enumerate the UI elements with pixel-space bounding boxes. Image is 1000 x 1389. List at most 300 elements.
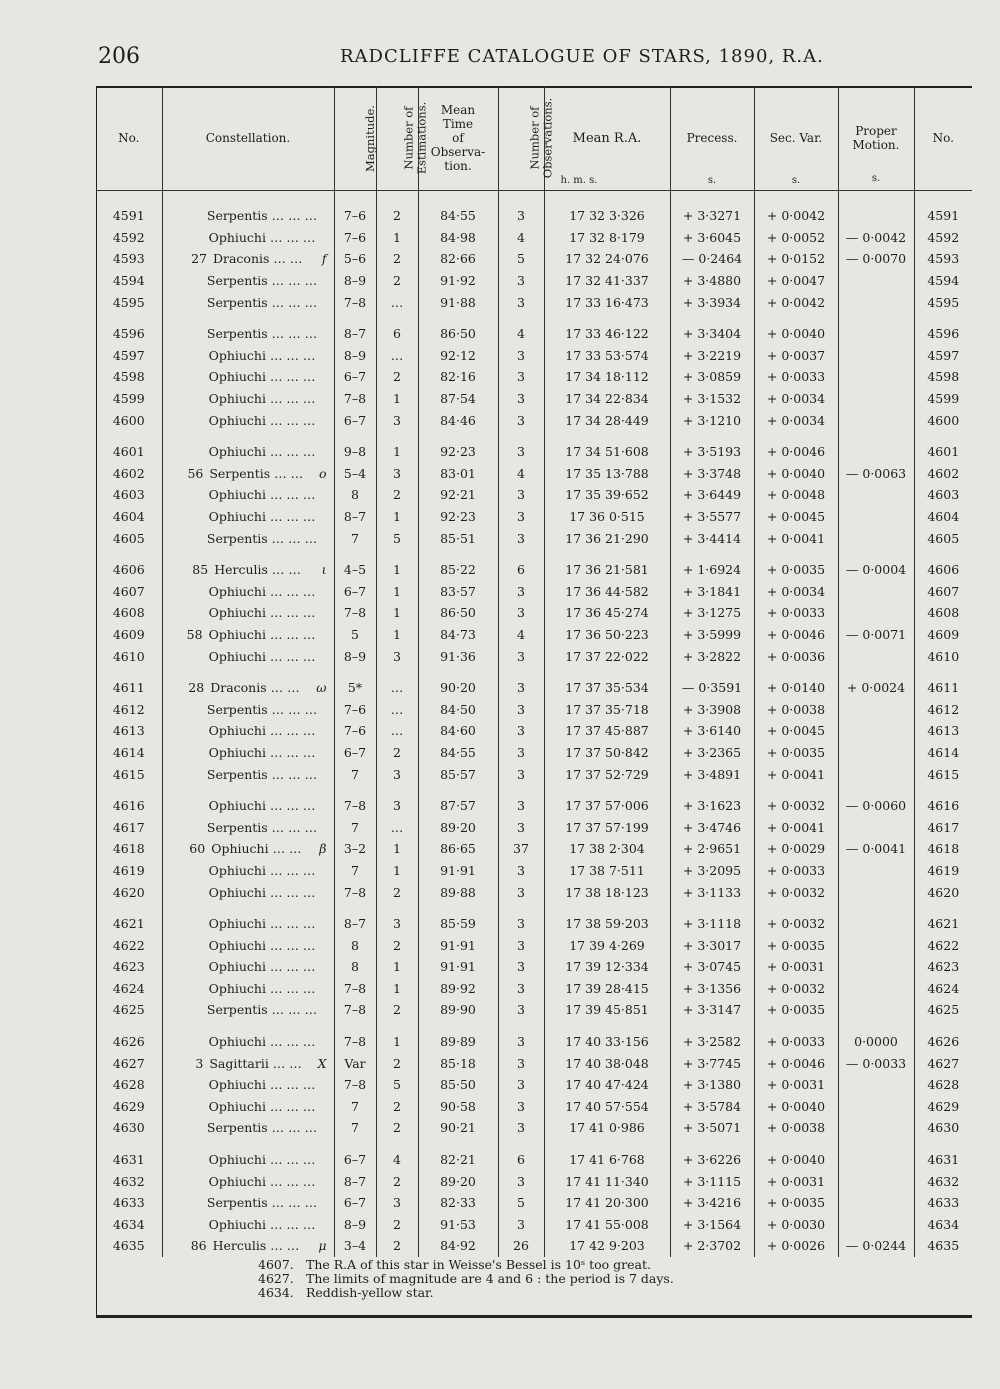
proper-motion-cell — [838, 978, 914, 1000]
header-row — [96, 86, 972, 191]
constellation-name: Serpentis … … … — [206, 208, 318, 224]
magnitude-cell: 8 — [334, 956, 376, 978]
mean-ra-cell: 17 38 18·123 — [544, 881, 670, 903]
constellation-cell — [162, 978, 334, 1000]
gap-cell — [670, 1021, 754, 1031]
precession-cell: + 3·1564 — [670, 1214, 754, 1236]
table-row — [96, 1192, 972, 1214]
proper-motion-cell — [838, 913, 914, 935]
secular-variation-cell: + 0·0026 — [754, 1235, 838, 1257]
gap-cell — [334, 313, 376, 323]
mean-ra-cell: 17 39 4·269 — [544, 934, 670, 956]
gap-cell — [334, 667, 376, 677]
mean-time-cell: 91·91 — [418, 956, 498, 978]
magnitude-cell: 7–8 — [334, 291, 376, 313]
mean-time-cell: 82·21 — [418, 1149, 498, 1171]
constellation-name: Herculis … … — [212, 1238, 300, 1254]
star-number-cell: 4632 — [96, 1170, 162, 1192]
mean-ra-cell: 17 42 9·203 — [544, 1235, 670, 1257]
star-number-right-cell: 4614 — [927, 744, 960, 760]
gap-cell — [162, 1139, 334, 1149]
mean-time-cell: 91·36 — [418, 645, 498, 667]
star-number-right-cell: 4604 — [927, 509, 960, 525]
proper-motion-cell: + 0·0024 — [838, 677, 914, 699]
estimations-cell: … — [376, 345, 418, 367]
estimations-cell: 5 — [376, 1074, 418, 1096]
star-number-right-cell: 4591 — [927, 208, 960, 224]
star-number-cell: 4603 — [96, 484, 162, 506]
precession-cell: + 3·1356 — [670, 978, 754, 1000]
mean-ra-cell: 17 37 35·534 — [544, 677, 670, 699]
mean-ra-cell: 17 39 12·334 — [544, 956, 670, 978]
gap-cell — [418, 1139, 498, 1149]
magnitude-cell: 6–7 — [334, 581, 376, 603]
precession-cell: + 3·3147 — [670, 999, 754, 1021]
magnitude-cell: Var — [334, 1052, 376, 1074]
secular-variation-cell: + 0·0048 — [754, 484, 838, 506]
magnitude-cell: 7 — [334, 860, 376, 882]
constellation-cell — [162, 720, 334, 742]
precession-cell: + 3·3908 — [670, 698, 754, 720]
precession-cell: + 3·6045 — [670, 227, 754, 249]
precession-cell: + 3·5193 — [670, 441, 754, 463]
mean-ra-cell: 17 37 35·718 — [544, 698, 670, 720]
star-number-cell: 4611 — [96, 677, 162, 699]
secular-variation-cell: + 0·0041 — [754, 763, 838, 785]
star-number-right-cell: 4617 — [927, 819, 960, 835]
constellation-cell — [162, 1074, 334, 1096]
gap-cell — [670, 667, 754, 677]
mean-time-cell: 84·55 — [418, 742, 498, 764]
proper-motion-cell — [838, 763, 914, 785]
observations-cell: 4 — [498, 227, 544, 249]
observations-cell: 4 — [498, 463, 544, 485]
mean-ra-cell: 17 39 45·851 — [544, 999, 670, 1021]
star-number-cell: 4628 — [96, 1074, 162, 1096]
mean-time-cell: 84·73 — [418, 624, 498, 646]
gap-cell — [96, 903, 162, 913]
magnitude-cell: 7 — [334, 1117, 376, 1139]
constellation-cell — [162, 323, 334, 345]
table-row — [96, 956, 972, 978]
mean-ra-cell: 17 33 16·473 — [544, 291, 670, 313]
proper-motion-cell — [838, 409, 914, 431]
star-number-cell: 4616 — [96, 795, 162, 817]
estimations-cell: 2 — [376, 191, 418, 227]
gap-cell — [838, 431, 914, 441]
star-number-right-cell: 4631 — [927, 1152, 960, 1168]
magnitude-cell: 8–9 — [334, 645, 376, 667]
star-number-cell: 4608 — [96, 602, 162, 624]
star-number-right-cell: 4608 — [927, 605, 960, 621]
precession-cell: + 3·1275 — [670, 602, 754, 624]
proper-motion-cell — [838, 441, 914, 463]
star-number-right-cell: 4611 — [927, 680, 960, 696]
table-row — [96, 559, 972, 581]
mean-ra-cell: 17 41 20·300 — [544, 1192, 670, 1214]
table-row — [96, 698, 972, 720]
group-gap — [96, 785, 972, 795]
gap-cell — [838, 785, 914, 795]
mean-ra-cell: 17 34 28·449 — [544, 409, 670, 431]
mean-ra-cell: 17 35 13·788 — [544, 463, 670, 485]
gap-cell — [498, 313, 544, 323]
magnitude-cell: 8–7 — [334, 323, 376, 345]
mean-time-cell: 86·65 — [418, 838, 498, 860]
estimations-cell: 1 — [376, 581, 418, 603]
secular-variation-cell: + 0·0046 — [754, 441, 838, 463]
gap-cell — [914, 1021, 972, 1031]
proper-motion-cell — [838, 602, 914, 624]
mean-time-cell: 89·20 — [418, 816, 498, 838]
star-number-right-cell: 4594 — [927, 273, 960, 289]
observations-cell: 5 — [498, 1192, 544, 1214]
magnitude-cell: 7 — [334, 816, 376, 838]
magnitude-cell: 8–7 — [334, 1170, 376, 1192]
secular-variation-cell: + 0·0041 — [754, 527, 838, 549]
secular-variation-cell: + 0·0040 — [754, 1096, 838, 1118]
table-row — [96, 934, 972, 956]
constellation-cell — [162, 527, 334, 549]
constellation-cell — [162, 1192, 334, 1214]
table-row — [96, 1096, 972, 1118]
table-row — [96, 506, 972, 528]
mean-time-cell: 92·12 — [418, 345, 498, 367]
constellation-name: Ophiuchi … … … — [208, 1173, 316, 1189]
mean-time-cell: 84·50 — [418, 698, 498, 720]
group-gap — [96, 549, 972, 559]
secular-variation-cell: + 0·0035 — [754, 559, 838, 581]
magnitude-cell: 8–7 — [334, 913, 376, 935]
star-number-cell: 4629 — [96, 1096, 162, 1118]
estimations-cell: 2 — [376, 484, 418, 506]
star-number-right-cell: 4622 — [927, 937, 960, 953]
star-number-right-cell: 4601 — [927, 444, 960, 460]
mean-ra-cell: 17 38 7·511 — [544, 860, 670, 882]
precession-cell: + 3·1841 — [670, 581, 754, 603]
observations-cell: 3 — [498, 645, 544, 667]
star-number-cell: 4619 — [96, 860, 162, 882]
magnitude-cell: 5* — [334, 677, 376, 699]
proper-motion-cell: — 0·0060 — [838, 795, 914, 817]
table-row — [96, 677, 972, 699]
star-number-cell: 4634 — [96, 1214, 162, 1236]
secular-variation-cell: + 0·0035 — [754, 1192, 838, 1214]
observations-cell: 3 — [498, 602, 544, 624]
precession-cell: + 3·1380 — [670, 1074, 754, 1096]
gap-cell — [838, 667, 914, 677]
star-number-right-cell: 4606 — [927, 562, 960, 578]
constellation-name: Serpentis … … … — [206, 766, 318, 782]
precession-cell: + 3·3934 — [670, 291, 754, 313]
precession-cell: + 3·4891 — [670, 763, 754, 785]
mean-time-cell: 84·60 — [418, 720, 498, 742]
secular-variation-cell: + 0·0035 — [754, 742, 838, 764]
star-number-right-cell: 4621 — [927, 916, 960, 932]
constellation-cell — [162, 484, 334, 506]
mean-time-cell: 90·21 — [418, 1117, 498, 1139]
star-number-cell: 4631 — [96, 1149, 162, 1171]
star-number-cell: 4606 — [96, 559, 162, 581]
table-row — [96, 1052, 972, 1074]
gap-cell — [376, 1139, 418, 1149]
star-number-cell: 4592 — [96, 227, 162, 249]
observations-cell: 3 — [498, 388, 544, 410]
magnitude-cell: 8–9 — [334, 270, 376, 292]
table-row — [96, 881, 972, 903]
magnitude-cell: 7–8 — [334, 1074, 376, 1096]
precession-cell: + 3·1118 — [670, 913, 754, 935]
flamsteed-number: 85 — [192, 562, 209, 578]
secular-variation-cell: + 0·0040 — [754, 463, 838, 485]
secular-variation-cell: + 0·0042 — [754, 291, 838, 313]
gap-cell — [418, 1021, 498, 1031]
gap-cell — [670, 549, 754, 559]
star-number-right-cell: 4612 — [927, 701, 960, 717]
estimations-cell: 5 — [376, 527, 418, 549]
mean-time-cell: 91·92 — [418, 270, 498, 292]
mean-time-cell: 85·50 — [418, 1074, 498, 1096]
header-magnitude: Magnitude. — [334, 86, 376, 191]
mean-ra-cell: 17 33 46·122 — [544, 323, 670, 345]
table-row — [96, 581, 972, 603]
constellation-name: Ophiuchi … … … — [208, 626, 316, 642]
estimations-cell: 2 — [376, 1052, 418, 1074]
gap-cell — [754, 549, 838, 559]
header-mean-ra-units: h. m. s. — [560, 175, 598, 186]
star-number-right-cell: 4599 — [927, 391, 960, 407]
secular-variation-cell: + 0·0034 — [754, 388, 838, 410]
bayer-letter: ι — [321, 562, 327, 578]
constellation-name: Ophiuchi … … … — [208, 444, 316, 460]
observations-cell: 3 — [498, 191, 544, 227]
header-precess-unit: s. — [707, 175, 717, 186]
precession-cell: + 3·6449 — [670, 484, 754, 506]
header-observations: Number of Observations. — [498, 86, 544, 191]
star-number-right-cell: 4607 — [927, 583, 960, 599]
constellation-name: Serpentis … … … — [206, 1002, 318, 1018]
gap-cell — [498, 1021, 544, 1031]
group-gap — [96, 667, 972, 677]
secular-variation-cell: + 0·0038 — [754, 1117, 838, 1139]
precession-cell: + 3·1623 — [670, 795, 754, 817]
constellation-name: Serpentis … … … — [206, 530, 318, 546]
gap-cell — [96, 785, 162, 795]
star-number-right-cell: 4600 — [927, 412, 960, 428]
mean-ra-cell: 17 33 53·574 — [544, 345, 670, 367]
star-number-right-cell: 4616 — [927, 798, 960, 814]
gap-cell — [162, 313, 334, 323]
star-number-cell: 4609 — [96, 624, 162, 646]
gap-cell — [418, 903, 498, 913]
secular-variation-cell: + 0·0034 — [754, 581, 838, 603]
constellation-cell — [162, 645, 334, 667]
observations-cell: 3 — [498, 677, 544, 699]
bayer-letter: β — [319, 841, 327, 857]
star-number-right-cell: 4634 — [927, 1216, 960, 1232]
gap-cell — [334, 549, 376, 559]
mean-ra-cell: 17 35 39·652 — [544, 484, 670, 506]
proper-motion-cell — [838, 191, 914, 227]
precession-cell: + 3·2365 — [670, 742, 754, 764]
gap-cell — [376, 667, 418, 677]
table-row — [96, 763, 972, 785]
constellation-name: Ophiuchi … … … — [208, 347, 316, 363]
secular-variation-cell: + 0·0152 — [754, 248, 838, 270]
observations-cell: 3 — [498, 1031, 544, 1053]
star-number-right-cell: 4603 — [927, 487, 960, 503]
estimations-cell: 1 — [376, 388, 418, 410]
star-number-cell: 4594 — [96, 270, 162, 292]
mean-ra-cell: 17 37 22·022 — [544, 645, 670, 667]
observations-cell: 3 — [498, 1117, 544, 1139]
constellation-cell — [162, 795, 334, 817]
precession-cell: + 3·4216 — [670, 1192, 754, 1214]
gap-cell — [838, 1021, 914, 1031]
constellation-name: Ophiuchi … … … — [208, 744, 316, 760]
mean-time-cell: 83·01 — [418, 463, 498, 485]
constellation-name: Serpentis … … … — [206, 701, 318, 717]
gap-cell — [670, 903, 754, 913]
observations-cell: 26 — [498, 1235, 544, 1257]
secular-variation-cell: + 0·0033 — [754, 860, 838, 882]
constellation-cell — [162, 934, 334, 956]
secular-variation-cell: + 0·0047 — [754, 270, 838, 292]
constellation-name: Ophiuchi … … … — [208, 1152, 316, 1168]
estimations-cell: 2 — [376, 934, 418, 956]
gap-cell — [162, 1021, 334, 1031]
proper-motion-cell — [838, 860, 914, 882]
magnitude-cell: 7–6 — [334, 698, 376, 720]
constellation-name: Ophiuchi … … … — [208, 959, 316, 975]
constellation-name: Ophiuchi … … … — [208, 980, 316, 996]
proper-motion-cell — [838, 999, 914, 1021]
constellation-cell — [162, 742, 334, 764]
proper-motion-cell: — 0·0004 — [838, 559, 914, 581]
constellation-name: Serpentis … … … — [206, 273, 318, 289]
gap-cell — [334, 785, 376, 795]
proper-motion-cell: 0·0000 — [838, 1031, 914, 1053]
magnitude-cell: 6–7 — [334, 742, 376, 764]
table-row — [96, 366, 972, 388]
magnitude-cell: 7–8 — [334, 1031, 376, 1053]
gap-cell — [418, 431, 498, 441]
gap-cell — [838, 903, 914, 913]
gap-cell — [544, 785, 670, 795]
magnitude-cell: 6–7 — [334, 1192, 376, 1214]
table-row — [96, 1170, 972, 1192]
mean-ra-cell: 17 36 0·515 — [544, 506, 670, 528]
gap-cell — [544, 313, 670, 323]
table-row — [96, 1235, 972, 1257]
gap-cell — [670, 431, 754, 441]
star-number-cell: 4597 — [96, 345, 162, 367]
mean-ra-cell: 17 40 33·156 — [544, 1031, 670, 1053]
proper-motion-cell — [838, 1074, 914, 1096]
magnitude-cell: 8–9 — [334, 345, 376, 367]
constellation-name: Ophiuchi … … … — [208, 798, 316, 814]
mean-time-cell: 89·90 — [418, 999, 498, 1021]
mean-ra-cell: 17 40 47·424 — [544, 1074, 670, 1096]
gap-cell — [544, 1021, 670, 1031]
constellation-name: Serpentis … … … — [206, 1195, 318, 1211]
proper-motion-cell — [838, 323, 914, 345]
estimations-cell: 1 — [376, 602, 418, 624]
gap-cell — [838, 549, 914, 559]
star-number-right-cell: 4619 — [927, 862, 960, 878]
constellation-cell — [162, 1052, 334, 1074]
mean-ra-cell: 17 39 28·415 — [544, 978, 670, 1000]
observations-cell: 3 — [498, 1074, 544, 1096]
observations-cell: 5 — [498, 248, 544, 270]
gap-cell — [754, 1139, 838, 1149]
constellation-name: Ophiuchi … … … — [208, 884, 316, 900]
gap-cell — [754, 431, 838, 441]
gap-cell — [670, 313, 754, 323]
mean-time-cell: 84·55 — [418, 191, 498, 227]
flamsteed-number: 3 — [195, 1055, 204, 1071]
secular-variation-cell: + 0·0042 — [754, 191, 838, 227]
estimations-cell: 1 — [376, 559, 418, 581]
star-number-right-cell: 4605 — [927, 530, 960, 546]
bayer-letter: ω — [316, 680, 327, 696]
estimations-cell: 3 — [376, 645, 418, 667]
star-number-cell: 4599 — [96, 388, 162, 410]
proper-motion-cell — [838, 1170, 914, 1192]
secular-variation-cell: + 0·0032 — [754, 795, 838, 817]
constellation-cell — [162, 506, 334, 528]
gap-cell — [498, 903, 544, 913]
gap-cell — [670, 1139, 754, 1149]
proper-motion-cell — [838, 1192, 914, 1214]
mean-time-cell: 90·58 — [418, 1096, 498, 1118]
star-number-cell: 4622 — [96, 934, 162, 956]
secular-variation-cell: + 0·0034 — [754, 409, 838, 431]
constellation-cell — [162, 388, 334, 410]
precession-cell: + 3·1115 — [670, 1170, 754, 1192]
star-number-right-cell: 4618 — [927, 841, 960, 857]
constellation-name: Ophiuchi … … … — [208, 412, 316, 428]
constellation-name: Draconis … … — [212, 251, 303, 267]
estimations-cell: 1 — [376, 624, 418, 646]
observations-cell: 3 — [498, 345, 544, 367]
star-number-right-cell: 4630 — [927, 1120, 960, 1136]
observations-cell: 6 — [498, 1149, 544, 1171]
mean-time-cell: 92·23 — [418, 506, 498, 528]
precession-cell: + 3·1133 — [670, 881, 754, 903]
precession-cell: + 3·4414 — [670, 527, 754, 549]
proper-motion-cell: — 0·0042 — [838, 227, 914, 249]
estimations-cell: 2 — [376, 366, 418, 388]
observations-cell: 3 — [498, 720, 544, 742]
table-row — [96, 227, 972, 249]
constellation-cell — [162, 860, 334, 882]
table-row — [96, 978, 972, 1000]
precession-cell: + 2·3702 — [670, 1235, 754, 1257]
bayer-letter: o — [318, 465, 327, 481]
mean-ra-cell: 17 40 57·554 — [544, 1096, 670, 1118]
magnitude-cell: 7–6 — [334, 720, 376, 742]
star-number-right-cell: 4629 — [927, 1098, 960, 1114]
footnote: 4607. The R.A of this star in Weisse's Bessel is 10ˢ too great. — [258, 1257, 651, 1272]
gap-cell — [498, 785, 544, 795]
mean-ra-cell: 17 38 59·203 — [544, 913, 670, 935]
table-row — [96, 323, 972, 345]
precession-cell: + 3·4746 — [670, 816, 754, 838]
header-proper-motion: Proper Motion. s. — [838, 86, 914, 191]
star-number-right-cell: 4626 — [927, 1034, 960, 1050]
precession-cell: + 3·0859 — [670, 366, 754, 388]
